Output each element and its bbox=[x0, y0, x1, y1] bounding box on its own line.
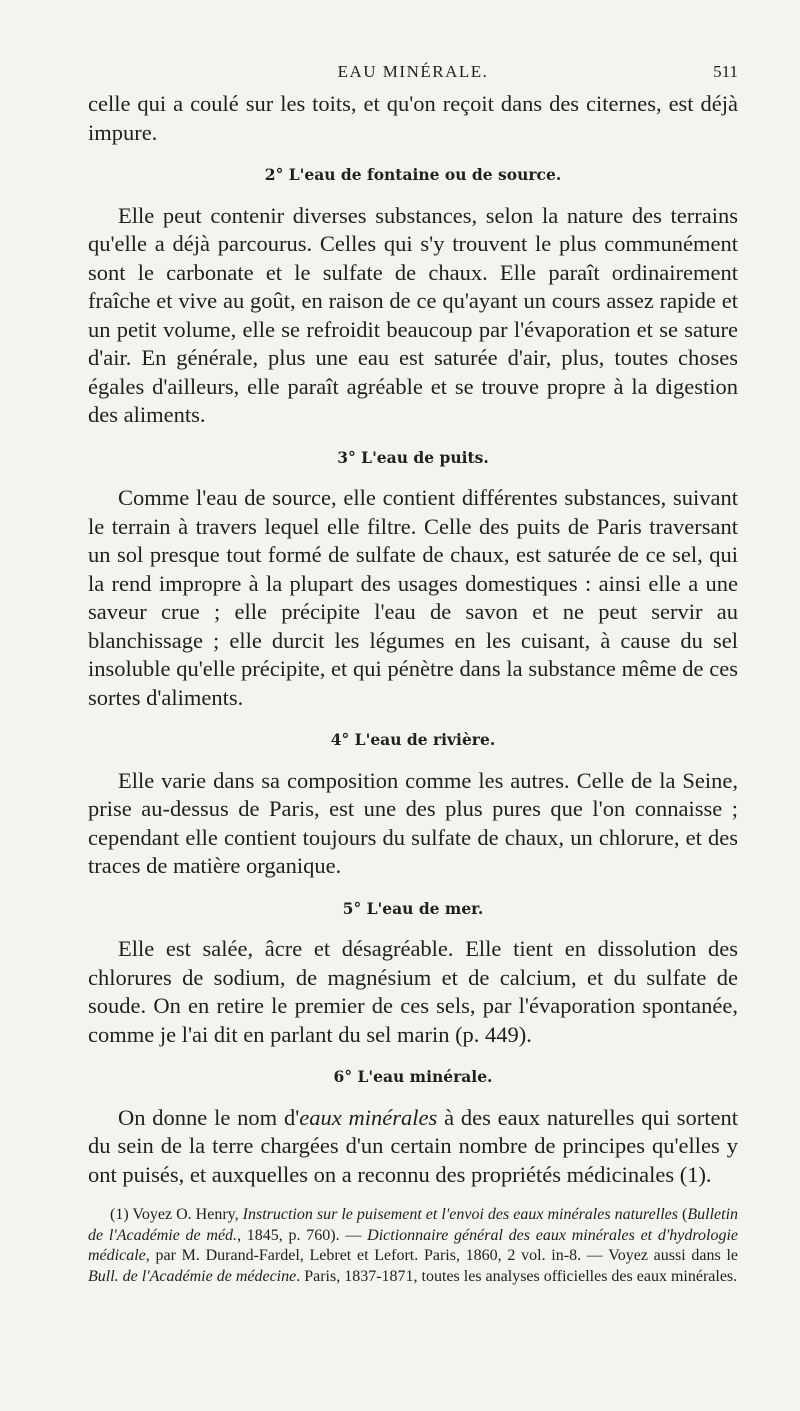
intro-paragraph: celle qui a coulé sur les toits, et qu'on reçoit dans des citernes, est déjà impure. bbox=[88, 91, 738, 145]
footnote-text: . Paris, 1837-1871, toutes les analyses officielles des eaux minérales. bbox=[296, 1267, 738, 1285]
paragraph-puits: Comme l'eau de source, elle contient différentes substances, suivant le terrain à travers lequel elle filtre. Celle des puits de Paris traversant un sol presque tout formé de sulfate de chaux, est saturée de ce sel, qui la rend impropre à la plupart des usages domestiques : ainsi elle a une saveur crue ; elle précipite l'eau de savon et ne peut servir au blanchissage ; elle durcit les légumes en les cuisant, à cause du sel insoluble qu'elle précipite, et qui pénètre dans la substance même de ces sortes d'aliments. bbox=[88, 485, 738, 710]
page-header bbox=[88, 0, 738, 90]
text-run: On donne le nom d' bbox=[118, 1104, 300, 1130]
paragraph-riviere: Elle varie dans sa composition comme les autres. Celle de la Seine, prise au-dessus de Paris, est une des plus pures que l'on connaisse ; cependant elle contient toujours du sulfate de chaux, un chlorure, et des traces de matière organique. bbox=[88, 767, 738, 878]
section-heading-puits: 3° L'eau de puits. bbox=[337, 447, 489, 467]
footnote-marker: (1) Voyez O. Henry, bbox=[110, 1206, 243, 1223]
body-text bbox=[88, 90, 738, 1189]
footnote-journal: Bulletin de l'Académie de méd. bbox=[88, 1206, 739, 1244]
footnote-journal: Bull. de l'Académie de médecine bbox=[88, 1267, 297, 1285]
paragraph-source: Elle peut contenir diverses substances, selon la nature des terrains qu'elle a déjà parcourus. Celles qui s'y trouvent le plus communément sont le carbonate et le sulfate de chaux. Elle paraît ordinairement fraîche et vive au goût, en raison de ce qu'ayant un cours assez rapide et un petit volume, elle se refroidit beaucoup par l'évaporation et se sature d'air. En générale, plus une eau est saturée d'air, plus, toutes choses égales d'ailleurs, elle paraît agréable et se trouve propre à la digestion des aliments. bbox=[88, 202, 738, 427]
italic-term: eaux minérales bbox=[299, 1104, 438, 1130]
footnote-text: , 1845, p. 760). — bbox=[237, 1226, 368, 1244]
footnote-work-title: Dictionnaire général des eaux minérales et d'hydrologie médicale bbox=[88, 1226, 739, 1264]
footnote bbox=[88, 1205, 738, 1287]
footnote-text: , par M. Durand-Fardel, Lebret et Lefort. Paris, 1860, 2 vol. in-8. — Voyez aussi dans le bbox=[145, 1247, 738, 1264]
footnote-work-title: Instruction sur le puisement et l'envoi des eaux minérales naturelles bbox=[242, 1206, 678, 1223]
footnote-text: ( bbox=[678, 1206, 688, 1223]
paragraph-mer: Elle est salée, âcre et désagréable. Elle tient en dissolution des chlorures de sodium, de magnésium et de calcium, et du sulfate de soude. On en retire le premier de ces sels, par l'évaporation spontanée, comme je l'ai dit en parlant du sel marin (p. 449). bbox=[88, 936, 738, 1047]
section-heading-source: 2° L'eau de fontaine ou de source. bbox=[264, 165, 562, 184]
text-run: à des eaux naturelles qui sortent du sein de la terre chargées d'un certain nombre de principes qu'elles y ont puisés, et auxquelles on a reconnu des propriétés médicinales (1). bbox=[88, 1104, 738, 1187]
section-heading-mer: 5° L'eau de mer. bbox=[342, 898, 484, 918]
running-title: EAU MINÉRALE. bbox=[337, 62, 489, 81]
page-number: 511 bbox=[713, 62, 738, 81]
section-heading-minerale: 6° L'eau minérale. bbox=[333, 1067, 493, 1086]
paragraph-minerale bbox=[88, 1104, 738, 1190]
section-heading-riviere: 4° L'eau de rivière. bbox=[330, 730, 496, 749]
